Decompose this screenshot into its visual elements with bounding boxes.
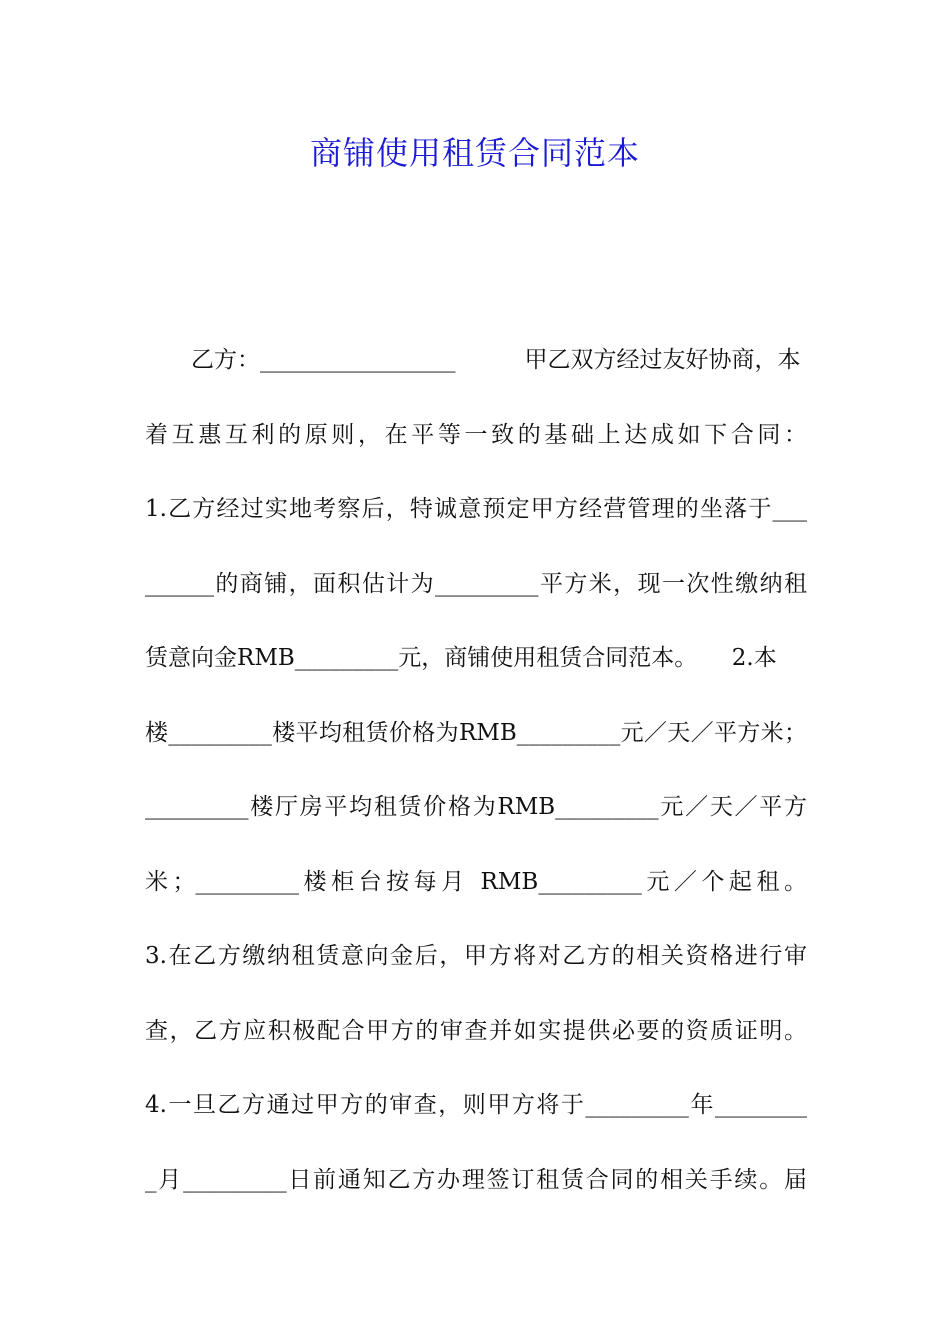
body-line-1: 乙方：_________________ 甲乙双方经过友好协商，本 xyxy=(145,347,801,373)
body-line-3: 1.乙方经过实地考察后，特诚意预定甲方经营管理的坐落于___ xyxy=(145,496,807,522)
body-line-5: 赁意向金RMB_________元，商铺使用租赁合同范本。 2.本 xyxy=(145,645,777,671)
body-line-4: ______的商铺，面积估计为_________平方米，现一次性缴纳租 xyxy=(145,571,807,597)
body-line-7: _________楼厅房平均租赁价格为RMB_________元／天／平方 xyxy=(145,794,807,820)
body-line-9: 3.在乙方缴纳租赁意向金后，甲方将对乙方的相关资格进行审 xyxy=(145,943,807,969)
body-line-11: 4.一旦乙方通过甲方的审查，则甲方将于_________年________ xyxy=(145,1092,807,1118)
page-title: 商铺使用租赁合同范本 xyxy=(309,134,640,172)
body-line-10: 查，乙方应积极配合甲方的审查并如实提供必要的资质证明。 xyxy=(145,1018,807,1044)
body-line-6: 楼_________楼平均租赁价格为RMB_________元／天／平方米； xyxy=(145,720,807,746)
body-line-8: 米；_________楼柜台按每月 RMB_________元／个起租。 xyxy=(145,869,807,895)
body-line-2: 着互惠互利的原则，在平等一致的基础上达成如下合同： xyxy=(145,422,807,448)
body-line-12: _月_________日前通知乙方办理签订租赁合同的相关手续。届 xyxy=(145,1167,807,1193)
